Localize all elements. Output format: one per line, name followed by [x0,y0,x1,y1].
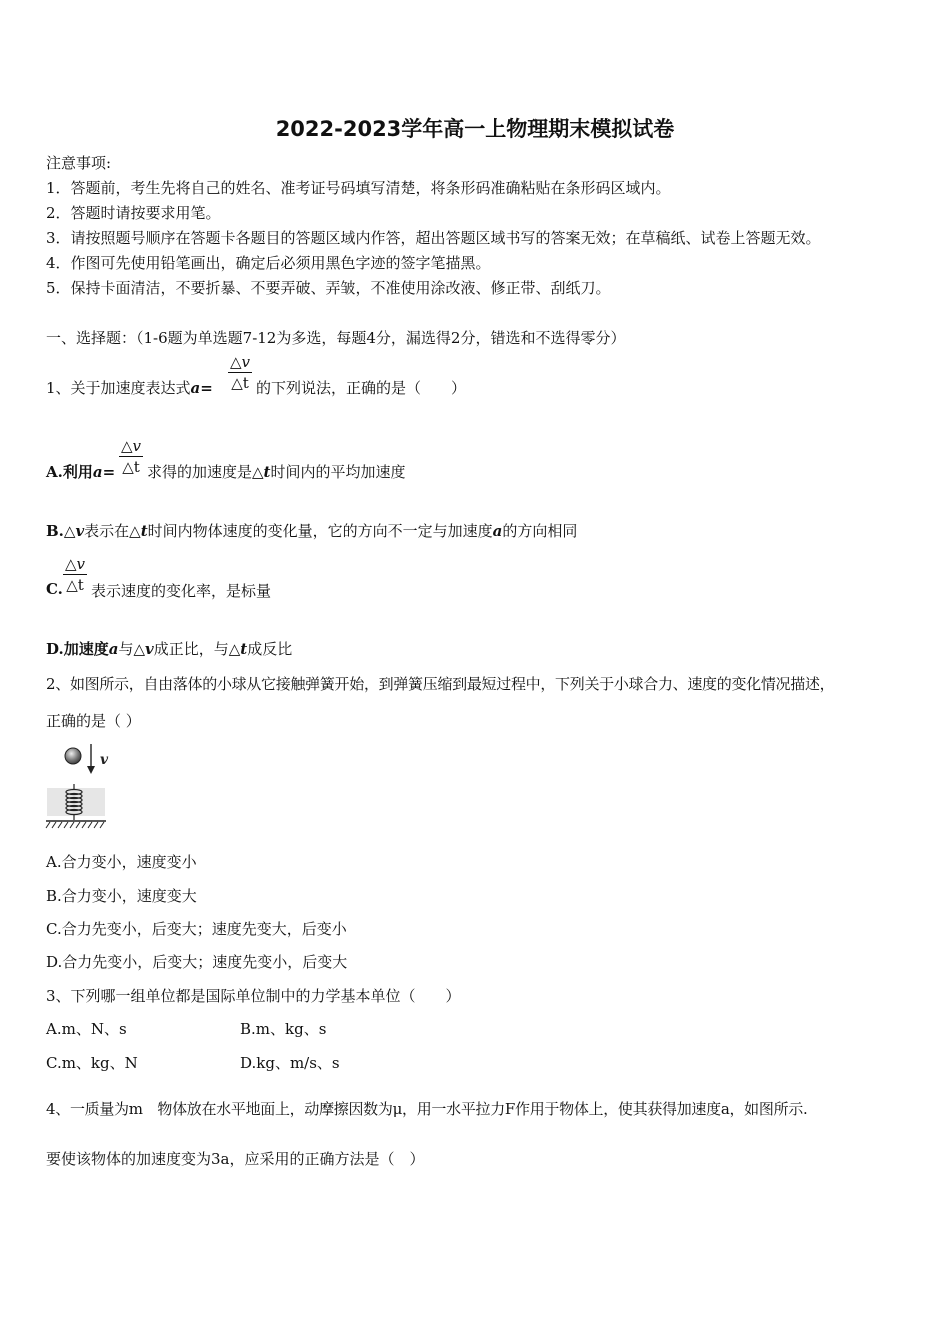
q1-option-c-prefix: C. [46,580,63,598]
q1-var-t: t [263,463,271,481]
q1-option-d-text-2: 成正比，与△ [153,640,241,658]
q1-var-a: a= [190,379,213,397]
q1-option-b-prefix: B.△ [46,522,76,540]
q1-option-a [46,461,115,482]
section-heading: 一、选择题：（1-6题为单选题7-12为多选，每题4分，漏选得2分，错选和不选得零分） [46,329,626,347]
fraction-denominator: △t [231,374,249,392]
q1-var-t: t [140,522,148,540]
q1-var-t: t [240,640,248,658]
notice-item: 3．请按照题号顺序在答题卡各题目的答题区域内作答，超出答题区域书写的答案无效；在草稿纸、试卷上答题无效。 [46,229,821,247]
q1-var-a: a [108,640,119,658]
q2-option-a: A.合力变小，速度变小 [46,853,197,871]
velocity-label: v [100,752,109,768]
q3-option-c: C.m、kg、N [46,1054,138,1072]
q1-stem [46,377,213,398]
page-title: 2022-2023学年高一上物理期末模拟试卷 [275,117,675,141]
q1-option-a-text [147,461,406,482]
q1-stem-prefix: 1、关于加速度表达式 [46,379,191,397]
fraction-numerator: △v [65,555,86,573]
q1-option-d-prefix: D.加速度 [46,640,109,658]
q1-option-b-text-1: 表示在△ [84,522,141,540]
q1-option-b-text-3: 的方向相同 [502,522,578,540]
notice-item: 4．作图可先使用铅笔画出，确定后必须用黑色字迹的签字笔描黑。 [46,254,491,272]
notice-heading: 注意事项: [46,154,112,172]
q1-option-d-text-3: 成反比 [247,640,293,658]
q1-var-v: v [75,522,85,540]
fraction-numerator: △v [121,437,142,455]
q1-stem-suffix: 的下列说法，正确的是（ ） [256,379,467,397]
ball-spring-figure [44,740,124,832]
fraction-bar [63,574,87,575]
q1-option-d [46,638,292,659]
q2-stem-line1: 2、如图所示，自由落体的小球从它接触弹簧开始，到弹簧压缩到最短过程中，下列关于小球合力、速度的变化情况描述， [46,675,835,693]
q2-option-c: C.合力先变小，后变大；速度先变大，后变小 [46,920,347,938]
q1-stem-fraction [228,353,252,392]
fraction-numerator: △v [230,353,251,371]
q1-option-d-text-1: 与△ [118,640,145,658]
q3-option-a: A.m、N、s [46,1020,127,1038]
q2-option-d: D.合力先变小，后变大；速度先变小，后变大 [46,953,348,971]
notice-item: 2．答题时请按要求用笔。 [46,204,221,222]
q4-stem-line2: 要使该物体的加速度变为3a，应采用的正确方法是（ ） [46,1150,425,1168]
q1-option-a-text-2: 时间内的平均加速度 [270,463,406,481]
fraction-bar [228,372,252,373]
fraction-bar [119,456,143,457]
notice-item: 5．保持卡面清洁，不要折暴、不要弄破、弄皱，不准使用涂改液、修正带、刮纸刀。 [46,279,611,297]
q4-stem-line1: 4、一质量为m 物体放在水平地面上，动摩擦因数为μ，用一水平拉力F作用于物体上，使其获得加速度a，如图所示. [46,1100,808,1118]
q1-option-b-text-2: 时间内物体速度的变化量，它的方向不一定与加速度 [147,522,493,540]
q1-option-a-prefix: A.利用 [46,463,93,481]
q3-option-b: B.m、kg、s [240,1020,327,1038]
q1-option-c-text: 表示速度的变化率，是标量 [91,582,272,600]
fraction-denominator: △t [66,576,84,594]
arrow-head-icon [87,766,95,774]
q3-stem: 3、下列哪一组单位都是国际单位制中的力学基本单位（ ） [46,987,461,1005]
q1-var-a: a [492,522,503,540]
ground-hatch [46,822,104,828]
notice-item: 1．答题前，考生先将自己的姓名、准考证号码填写清楚，将条形码准确粘贴在条形码区域内。 [46,179,671,197]
q2-option-b: B.合力变小，速度变大 [46,887,197,905]
q3-option-d: D.kg、m/s、s [240,1054,340,1072]
q1-option-a-fraction [119,437,143,476]
ball-icon [65,748,81,764]
q2-stem-line2: 正确的是（ ） [46,712,141,730]
q1-option-c-fraction [63,555,87,594]
q1-option-b [46,520,577,541]
q1-option-a-text-1: 求得的加速度是△ [147,463,264,481]
q1-var-a: a= [92,463,116,481]
fraction-denominator: △t [122,458,140,476]
q1-var-v: v [144,640,154,658]
